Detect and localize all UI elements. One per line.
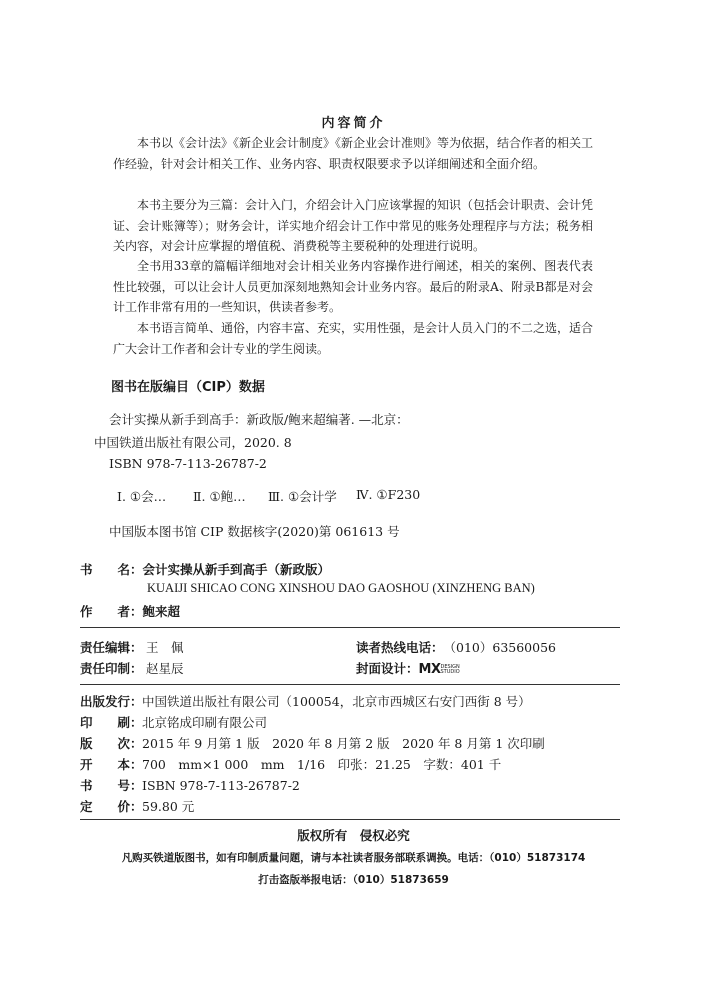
rights-notice: 版权所有 侵权必究 [297, 828, 410, 843]
printing-manager-row [80, 659, 184, 677]
cip-class-1: Ⅰ. ①会… [117, 489, 167, 504]
publication-label: 出版发行： [80, 694, 143, 709]
summary-paragraph-1: 本书以《会计法》《新企业会计制度》《新企业会计准则》等为依据，结合作者的相关工作经验，针对会计相关工作、业务内容、职责权限要求予以详细阐述和全面介绍。 [113, 136, 594, 171]
hotline-label: 读者热线电话： [356, 640, 444, 655]
isbn-row [80, 776, 300, 794]
cover-design-row [356, 659, 460, 677]
cover-logo-mark: MX [418, 662, 441, 677]
publication-value: 中国铁道出版社有限公司（100054，北京市西城区右安门西街 8 号） [142, 694, 531, 709]
summary-paragraph-4: 本书语言简单、通俗，内容丰富、充实，实用性强，是会计人员入门的不二之选，适合广大会计工作者和会计专业的学生阅读。 [113, 321, 594, 356]
cip-class-4: Ⅳ. ①F230 [356, 487, 421, 502]
cip-line-3: ISBN 978-7-113-26787-2 [109, 456, 267, 471]
piracy-report: 打击盗版举报电话：（010）51873659 [258, 874, 449, 886]
printing-row [80, 713, 267, 731]
format-row [80, 755, 501, 773]
edition-row [80, 734, 545, 752]
book-pinyin: KUAIJI SHICAO CONG XINSHOU DAO GAOSHOU (XINZHENG BAN) [147, 581, 535, 595]
cip-class-2: Ⅱ. ①鲍… [193, 489, 246, 504]
book-author-row [80, 602, 180, 620]
printing-label: 印 刷： [80, 715, 143, 730]
summary-paragraph-3: 全书用33章的篇幅详细地对会计相关业务内容操作进行阐述，相关的案例、图表代表性比较强，可以让会计人员更加深刻地熟知会计业务内容。最后的附录A、附录B都是对会计工作非常有用的一些知识，供读者参考。 [113, 259, 593, 314]
book-author: 鲍来超 [142, 604, 181, 619]
hotline-row [356, 638, 556, 656]
cover-logo-sub-2: STUDIO [440, 668, 460, 675]
publication-row [80, 692, 531, 710]
quality-notice: 凡购买铁道版图书，如有印制质量问题，请与本社读者服务部联系调换。电话：（010）51873174 [121, 852, 586, 864]
cip-heading: 图书在版编目（CIP）数据 [111, 380, 265, 395]
editor-name: 王 佩 [146, 640, 184, 655]
cover-design-label: 封面设计： [356, 661, 419, 676]
isbn-label: 书 号： [80, 778, 143, 793]
editor-row [80, 638, 184, 656]
format-label: 开 本： [80, 757, 143, 772]
edition-label: 版 次： [80, 736, 143, 751]
cip-class-3: Ⅲ. ①会计学 [268, 489, 337, 504]
price-row [80, 797, 194, 815]
divider-2 [80, 684, 620, 685]
price-label: 定 价： [80, 799, 143, 814]
book-title-row [80, 560, 330, 578]
editor-label: 责任编辑： [80, 640, 143, 655]
cover-logo-sub-1: DESIGN [440, 663, 460, 670]
printing-manager-label: 责任印制： [80, 661, 143, 676]
cip-line-2: 中国铁道出版社有限公司，2020. 8 [94, 435, 292, 450]
price-value: 59.80 元 [142, 799, 195, 814]
cover-design-logo [419, 662, 460, 677]
isbn-value: ISBN 978-7-113-26787-2 [142, 778, 300, 793]
summary-paragraph-2: 本书主要分为三篇：会计入门，介绍会计入门应该掌握的知识（包括会计职责、会计凭证、会计账簿等）；财务会计，详实地介绍会计工作中常见的账务处理程序与方法；税务相关内容，对会计应掌握的增值税、消费税等主要税种的处理进行说明。 [113, 198, 594, 253]
printing-manager-name: 赵星辰 [146, 661, 184, 676]
hotline-number: （010）63560056 [443, 640, 556, 655]
edition-value: 2015 年 9 月第 1 版 2020 年 8 月第 2 版 2020 年 8 月第 1 次印刷 [142, 736, 545, 751]
summary-title: 内容简介 [321, 116, 386, 131]
format-value: 700 mm×1 000 mm 1/16 印张：21.25 字数：401 千 [142, 757, 502, 772]
book-title-label: 书 名： [80, 562, 143, 577]
divider-1 [80, 627, 620, 628]
cip-line-1: 会计实操从新手到高手：新政版/鲍来超编著. —北京： [109, 412, 409, 427]
divider-3 [80, 819, 620, 820]
printing-value: 北京铭成印刷有限公司 [142, 715, 268, 730]
book-author-label: 作 者： [80, 604, 143, 619]
cip-record: 中国版本图书馆 CIP 数据核字(2020)第 061613 号 [109, 524, 400, 539]
book-title: 会计实操从新手到高手（新政版） [142, 562, 331, 577]
